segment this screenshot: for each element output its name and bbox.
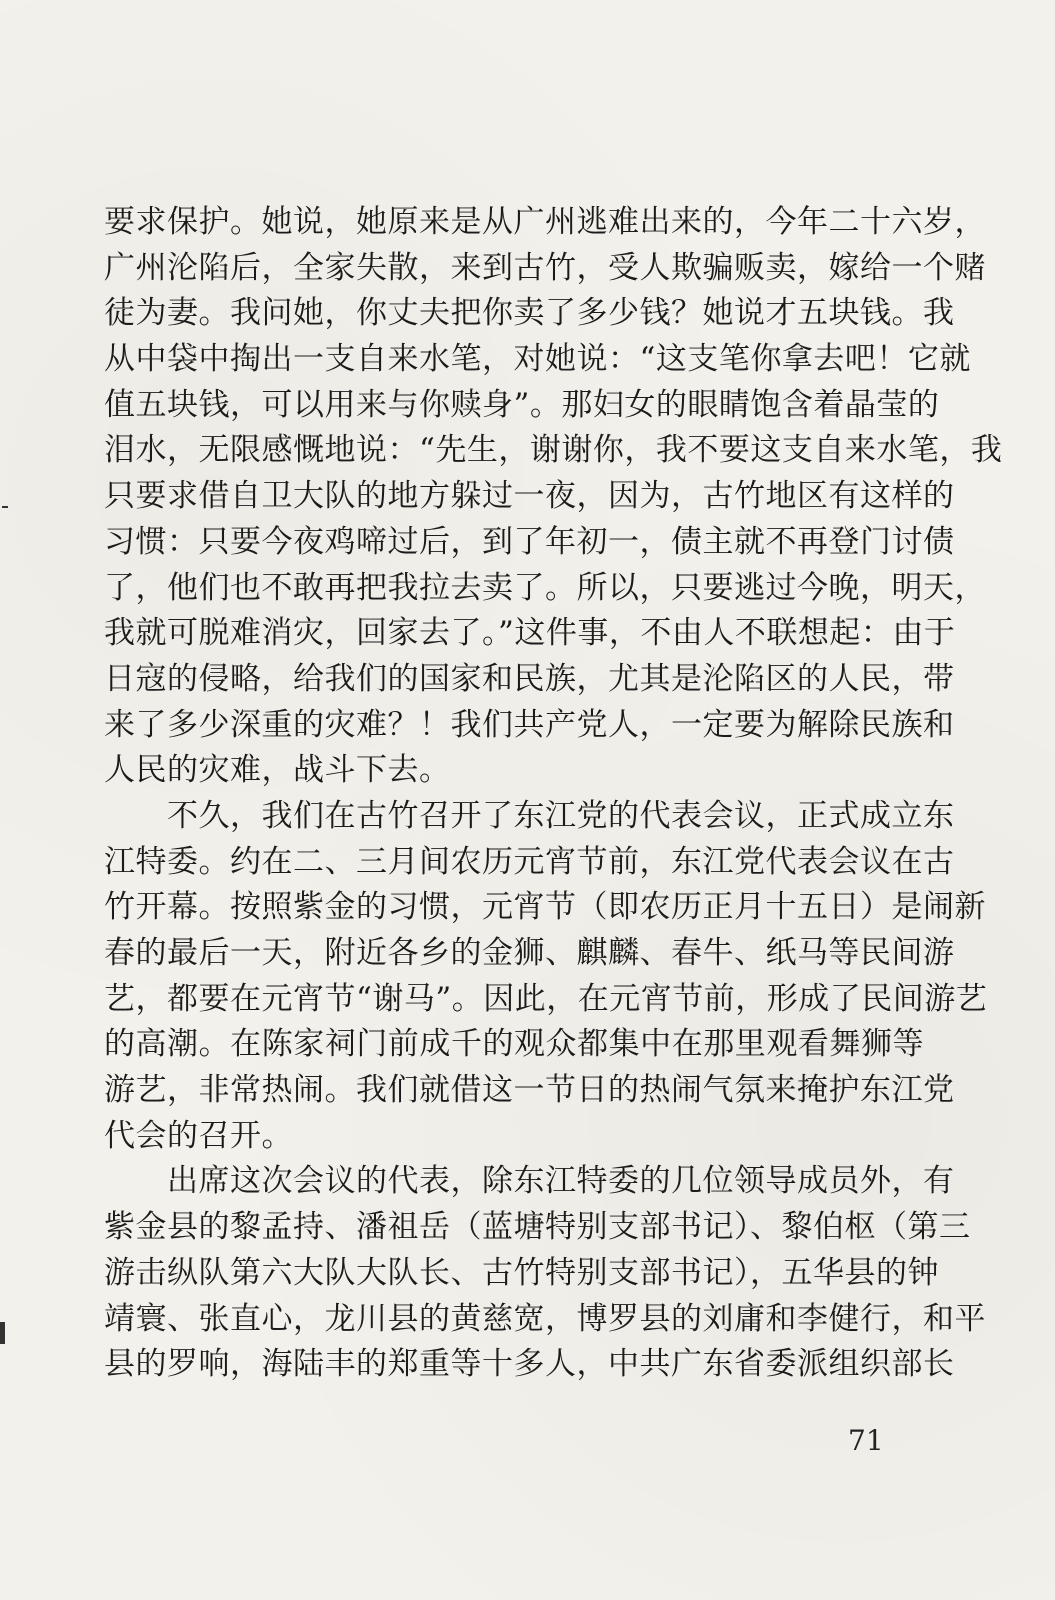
text-line: 不久，我们在古竹召开了东江党的代表会议，正式成立东 (104, 797, 955, 834)
scan-margin-mark (2, 506, 8, 508)
text-line: 春的最后一天，附近各乡的金狮、麒麟、春牛、纸马等民间游 (104, 935, 955, 971)
text-line: 人民的灾难，战斗下去。 (104, 752, 451, 789)
text-line: 竹开幕。按照紫金的习惯，元宵节（即农历正月十五日）是闹新 (104, 889, 986, 926)
text-line: 日寇的侵略，给我们的国家和民族，尤其是沦陷区的人民，带 (104, 660, 955, 697)
text-line: 只要求借自卫大队的地方躲过一夜，因为，古竹地区有这样的 (104, 478, 955, 515)
text-line: 了，他们也不敢再把我拉去卖了。所以，只要逃过今晚，明天， (104, 569, 986, 606)
text-line: 广州沦陷后，全家失散，来到古竹，受人欺骗贩卖，嫁给一个赌 (104, 249, 986, 286)
scan-margin-mark (0, 1322, 5, 1344)
text-line: 习惯：只要今夜鸡啼过后，到了年初一，债主就不再登门讨债 (104, 523, 955, 560)
page-number: 71 (848, 1424, 884, 1457)
text-line: 从中袋中掏出一支自来水笔，对她说：“这支笔你拿去吧！它就 (104, 341, 971, 378)
text-line: 值五块钱，可以用来与你赎身”。那妇女的眼睛饱含着晶莹的 (104, 386, 940, 423)
text-line: 来了多少深重的灾难？！我们共产党人，一定要为解除民族和 (104, 706, 955, 743)
text-line: 艺，都要在元宵节“谢马”。因此，在元宵节前，形成了民间游艺 (104, 980, 988, 1017)
text-line: 出席这次会议的代表，除东江特委的几位领导成员外，有 (104, 1163, 955, 1200)
text-line: 游艺，非常热闹。我们就借这一节日的热闹气氛来掩护东江党 (104, 1072, 955, 1109)
body-text (104, 200, 1003, 1388)
text-line: 的高潮。在陈家祠门前成千的观众都集中在那里观看舞狮等 (104, 1026, 924, 1063)
text-line: 我就可脱难消灾，回家去了。”这件事，不由人不联想起：由于 (104, 615, 956, 652)
text-line: 县的罗响，海陆丰的郑重等十多人，中共广东省委派组织部长 (104, 1346, 955, 1383)
text-line: 代会的召开。 (104, 1117, 293, 1154)
text-line: 游击纵队第六大队大队长、古竹特别支部书记），五华县的钟 (104, 1254, 939, 1291)
text-line: 紫金县的黎孟持、潘祖岳（蓝塘特别支部书记）、黎伯枢（第三 (104, 1209, 971, 1246)
text-line: 泪水，无限感慨地说：“先生，谢谢你，我不要这支自来水笔，我 (104, 432, 1003, 469)
text-line: 要求保护。她说，她原来是从广州逃难出来的，今年二十六岁， (104, 204, 986, 240)
text-line: 江特委。约在二、三月间农历元宵节前，东江党代表会议在古 (104, 843, 955, 880)
text-line: 徒为妻。我问她，你丈夫把你卖了多少钱？她说才五块钱。我 (104, 295, 955, 332)
text-line: 靖寰、张直心，龙川县的黄慈宽，博罗县的刘庸和李健行，和平 (104, 1300, 986, 1337)
